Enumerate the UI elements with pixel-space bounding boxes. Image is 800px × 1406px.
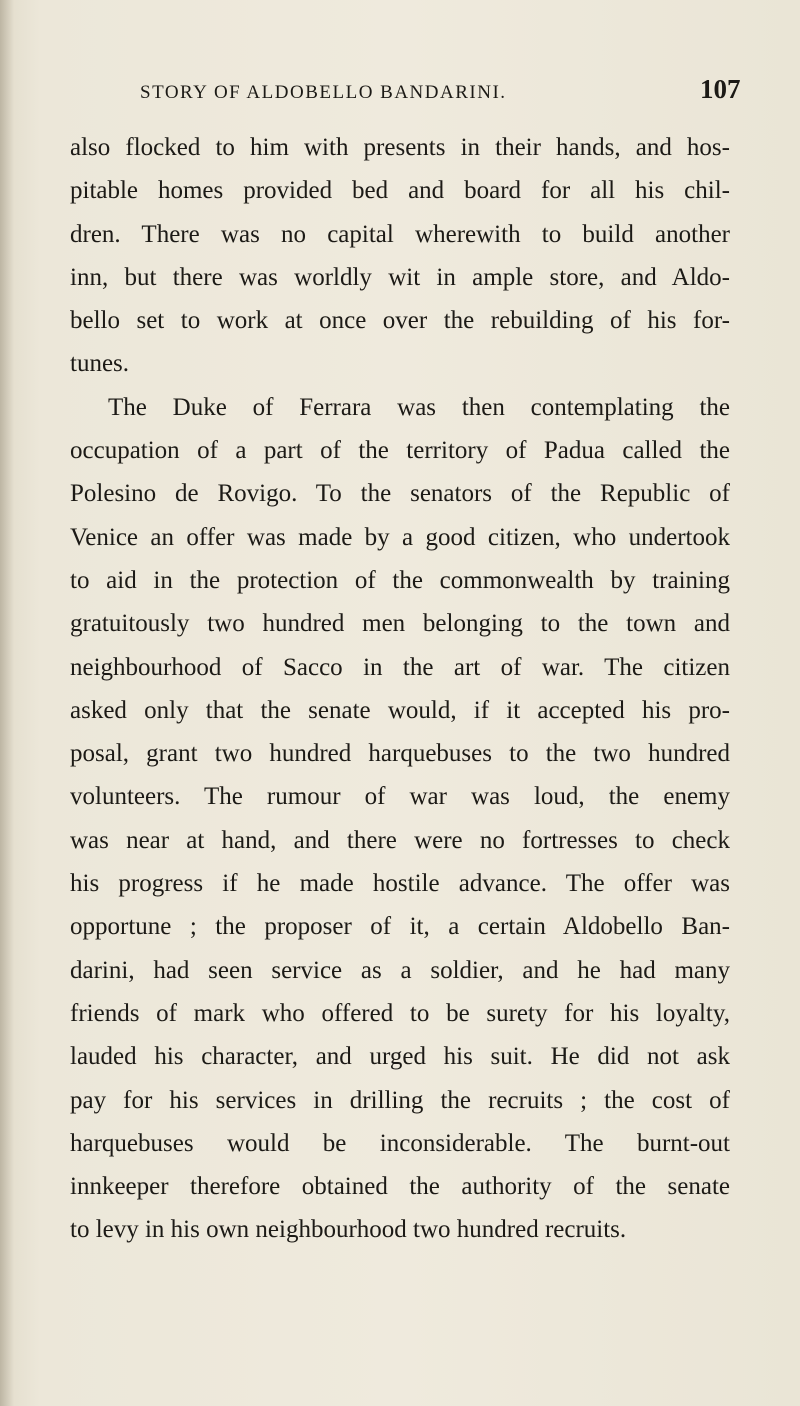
text-line: pitable homes provided bed and board for all his chil- bbox=[70, 177, 730, 205]
text-line: friends of mark who offered to be surety for his loyalty, bbox=[70, 999, 730, 1027]
text-line: pay for his services in drilling the recruits ; the cost of bbox=[70, 1086, 730, 1114]
text-line: dren. There was no capital wherewith to build another bbox=[70, 220, 730, 248]
text-line: neighbourhood of Sacco in the art of war. The citizen bbox=[70, 653, 730, 681]
text-line: bello set to work at once over the rebuilding of his for- bbox=[70, 307, 730, 335]
text-line: The Duke of Ferrara was then contemplating the bbox=[108, 393, 730, 421]
text-line: gratuitously two hundred men belonging to the town and bbox=[70, 610, 730, 638]
text-line: occupation of a part of the territory of Padua called the bbox=[70, 437, 730, 465]
text-line: also flocked to him with presents in their hands, and hos- bbox=[70, 134, 730, 161]
text-line: tunes. bbox=[70, 350, 130, 378]
page-number: 107 bbox=[700, 74, 741, 104]
gutter-shadow bbox=[0, 0, 14, 1406]
running-head: STORY OF ALDOBELLO BANDARINI. bbox=[140, 82, 507, 103]
text-line: darini, had seen service as a soldier, and he had many bbox=[70, 956, 730, 984]
text-line: lauded his character, and urged his suit. He did not ask bbox=[70, 1043, 730, 1071]
text-line: harquebuses would be inconsiderable. The burnt-out bbox=[70, 1129, 730, 1157]
body-text bbox=[70, 126, 730, 1252]
text-line: Polesino de Rovigo. To the senators of the Republic of bbox=[70, 480, 730, 508]
text-line: to levy in his own neighbourhood two hundred recruits. bbox=[70, 1216, 627, 1244]
text-line: was near at hand, and there were no fortresses to check bbox=[70, 826, 730, 854]
text-line: volunteers. The rumour of war was loud, the enemy bbox=[70, 783, 730, 811]
text-line: his progress if he made hostile advance. The offer was bbox=[70, 870, 730, 898]
text-line: opportune ; the proposer of it, a certain Aldobello Ban- bbox=[70, 913, 730, 941]
text-line: Venice an offer was made by a good citizen, who undertook bbox=[70, 523, 730, 551]
text-line: asked only that the senate would, if it accepted his pro- bbox=[70, 696, 730, 724]
text-line: to aid in the protection of the commonwealth by training bbox=[70, 566, 730, 594]
text-line: innkeeper therefore obtained the authority of the senate bbox=[70, 1173, 730, 1201]
text-line: inn, but there was worldly wit in ample store, and Aldo- bbox=[70, 263, 730, 291]
text-line: posal, grant two hundred harquebuses to the two hundred bbox=[70, 740, 730, 768]
